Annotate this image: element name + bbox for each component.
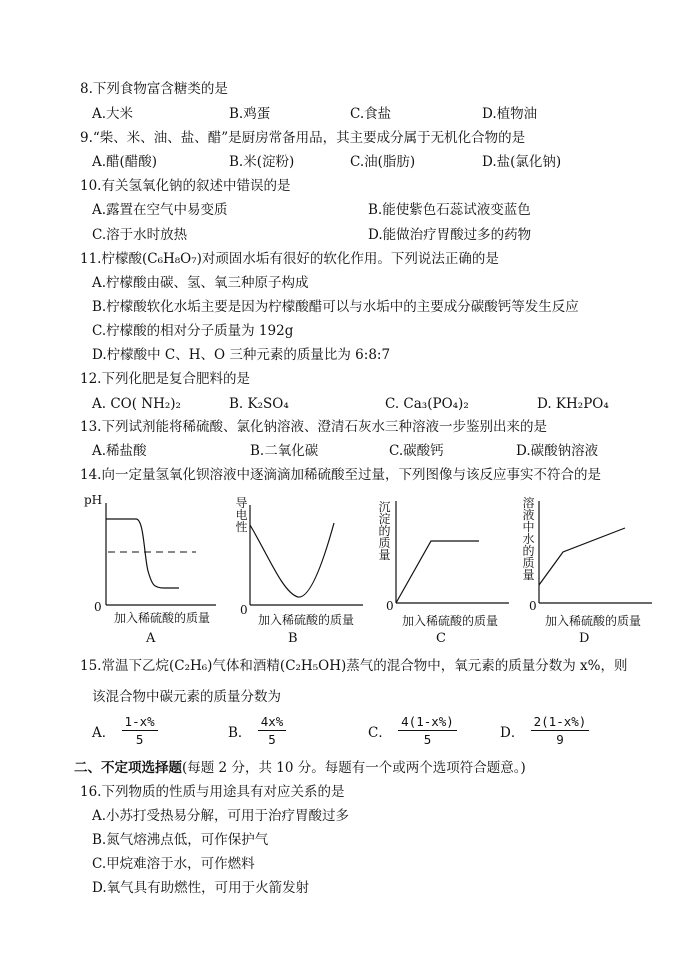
q10-option-c: C.溶于水时放热 [92, 227, 188, 243]
graph-b-xlabel: 加入稀硫酸的质量 [258, 613, 355, 627]
q15-stem: 15.常温下乙烷(C₂H₆)气体和酒精(C₂H₅OH)蒸气的混合物中，氧元素的质量分数为 x%，则 [80, 658, 628, 674]
denominator: 5 [423, 732, 432, 747]
q15-option-a-letter: A． [92, 724, 116, 741]
q11-option-b: B.柠檬酸软化水垢主要是因为柠檬酸醋可以与水垢中的主要成分碳酸钙等发生反应 [92, 299, 579, 315]
graph-d-xlabel: 加入稀硫酸的质量 [545, 614, 642, 628]
q10-option-d: D.能做治疗胃酸过多的药物 [368, 227, 532, 243]
q15-option-c [368, 714, 457, 747]
graph-d-letter: D [579, 631, 590, 646]
q10-option-a: A.露置在空气中易变质 [92, 202, 228, 218]
q13-option-d: D.碳酸钠溶液 [516, 443, 599, 459]
graph-d-origin: 0 [529, 599, 537, 613]
q15-option-c-fraction [398, 714, 457, 747]
q12-option-d: D. KH₂PO₄ [537, 396, 609, 412]
q15-option-d [500, 714, 589, 747]
graph-a-origin: 0 [94, 600, 102, 614]
q15-option-a [92, 714, 158, 747]
q8-option-a: A.大米 [92, 106, 134, 122]
numerator: 4(1-x%) [398, 714, 457, 731]
denominator: 5 [135, 732, 144, 747]
q8-option-c: C.食盐 [350, 106, 392, 122]
q16-option-b: B.氮气熔沸点低，可作保护气 [92, 832, 269, 848]
q16-option-c: C.甲烷难溶于水，可作燃料 [92, 856, 255, 872]
q9-option-b: B.米(淀粉) [229, 154, 295, 170]
graph-b [228, 493, 368, 646]
denominator: 9 [556, 732, 564, 747]
graph-d-ylabel: 溶液中水的质量 [522, 496, 535, 582]
graph-c-xlabel: 加入稀硫酸的质量 [402, 614, 499, 628]
q11-option-c: C.柠檬酸的相对分子质量为 192g [92, 323, 294, 339]
q9-option-c: C.油(脂肪) [350, 154, 416, 170]
graph-b-ylabel: 导电性 [235, 496, 248, 534]
section2-heading [74, 759, 526, 777]
numerator: 4x% [258, 714, 287, 731]
q15-option-d-fraction [531, 714, 590, 747]
graph-c-letter: C [436, 631, 446, 646]
graph-c-ylabel: 沉淀的质量 [378, 500, 391, 562]
q8-option-b: B.鸡蛋 [229, 106, 271, 122]
q9-option-d: D.盐(氯化钠) [482, 154, 562, 170]
graph-d [517, 493, 657, 646]
q13-option-c: C.碳酸钙 [389, 443, 444, 459]
q11-option-d: D.柠檬酸中 C、H、O 三种元素的质量比为 6:8:7 [92, 347, 391, 363]
numerator: 1-x% [122, 714, 158, 731]
numerator: 2(1-x%) [531, 714, 590, 731]
q16-option-d: D.氧气具有助燃性，可用于火箭发射 [92, 880, 310, 896]
q8-option-d: D.植物油 [482, 106, 538, 122]
q12-option-a: A. CO( NH₂)₂ [92, 396, 181, 412]
q10-option-b: B.能使紫色石蕊试液变蓝色 [368, 202, 531, 218]
graph-b-origin: 0 [240, 603, 248, 617]
q16-option-a: A.小苏打受热易分解，可用于治疗胃酸过多 [92, 808, 350, 824]
q15-option-d-letter: D． [500, 724, 525, 741]
graph-c [374, 493, 514, 646]
q16-stem: 16.下列物质的性质与用途具有对应关系的是 [80, 784, 345, 800]
graph-a-letter: A [146, 631, 156, 646]
q12-option-b: B. K₂SO₄ [229, 396, 289, 412]
q12-stem: 12.下列化肥是复合肥料的是 [80, 371, 250, 387]
q13-option-a: A.稀盐酸 [92, 443, 147, 459]
q9-stem: 9.“柴、米、油、盐、醋”是厨房常备用品，其主要成分属于无机化合物的是 [80, 130, 526, 146]
q11-option-a: A.柠檬酸由碳、氢、氧三种原子构成 [92, 275, 309, 291]
section2-instructions: (每题 2 分，共 10 分。每题有一个或两个选项符合题意。) [182, 760, 526, 776]
q15-option-b-fraction [258, 714, 287, 747]
q14-stem: 14.向一定量氢氧化钡溶液中逐滴滴加稀硫酸至过量，下列图像与该反应事实不符合的是 [80, 467, 601, 483]
q9-option-a: A.醋(醋酸) [92, 154, 158, 170]
graph-a [84, 493, 224, 646]
denominator: 5 [268, 732, 276, 747]
q13-option-b: B.二氧化碳 [250, 443, 319, 459]
q12-option-c: C. Ca₃(PO₄)₂ [385, 396, 469, 412]
graph-c-origin: 0 [386, 599, 394, 613]
q15-stem-continued: 该混合物中碳元素的质量分数为 [92, 689, 281, 705]
q15-option-a-fraction [122, 714, 158, 747]
q11-stem: 11.柠檬酸(C₆H₈O₇)对顽固水垢有很好的软化作用。下列说法正确的是 [80, 251, 499, 267]
q10-stem: 10.有关氢氧化钠的叙述中错误的是 [80, 178, 291, 194]
q15-option-c-letter: C． [368, 724, 392, 741]
section2-title: 二、不定项选择题 [74, 760, 182, 776]
graph-b-letter: B [288, 631, 298, 646]
graph-a-xlabel: 加入稀硫酸的质量 [114, 611, 211, 625]
q8-stem: 8.下列食物富含糖类的是 [80, 81, 228, 97]
q13-stem: 13.下列试剂能将稀硫酸、氯化钠溶液、澄清石灰水三种溶液一步鉴别出来的是 [80, 419, 547, 435]
graph-a-ylabel: pH [84, 493, 103, 507]
q15-option-b-letter: B． [228, 724, 252, 741]
q15-option-b [228, 714, 286, 747]
